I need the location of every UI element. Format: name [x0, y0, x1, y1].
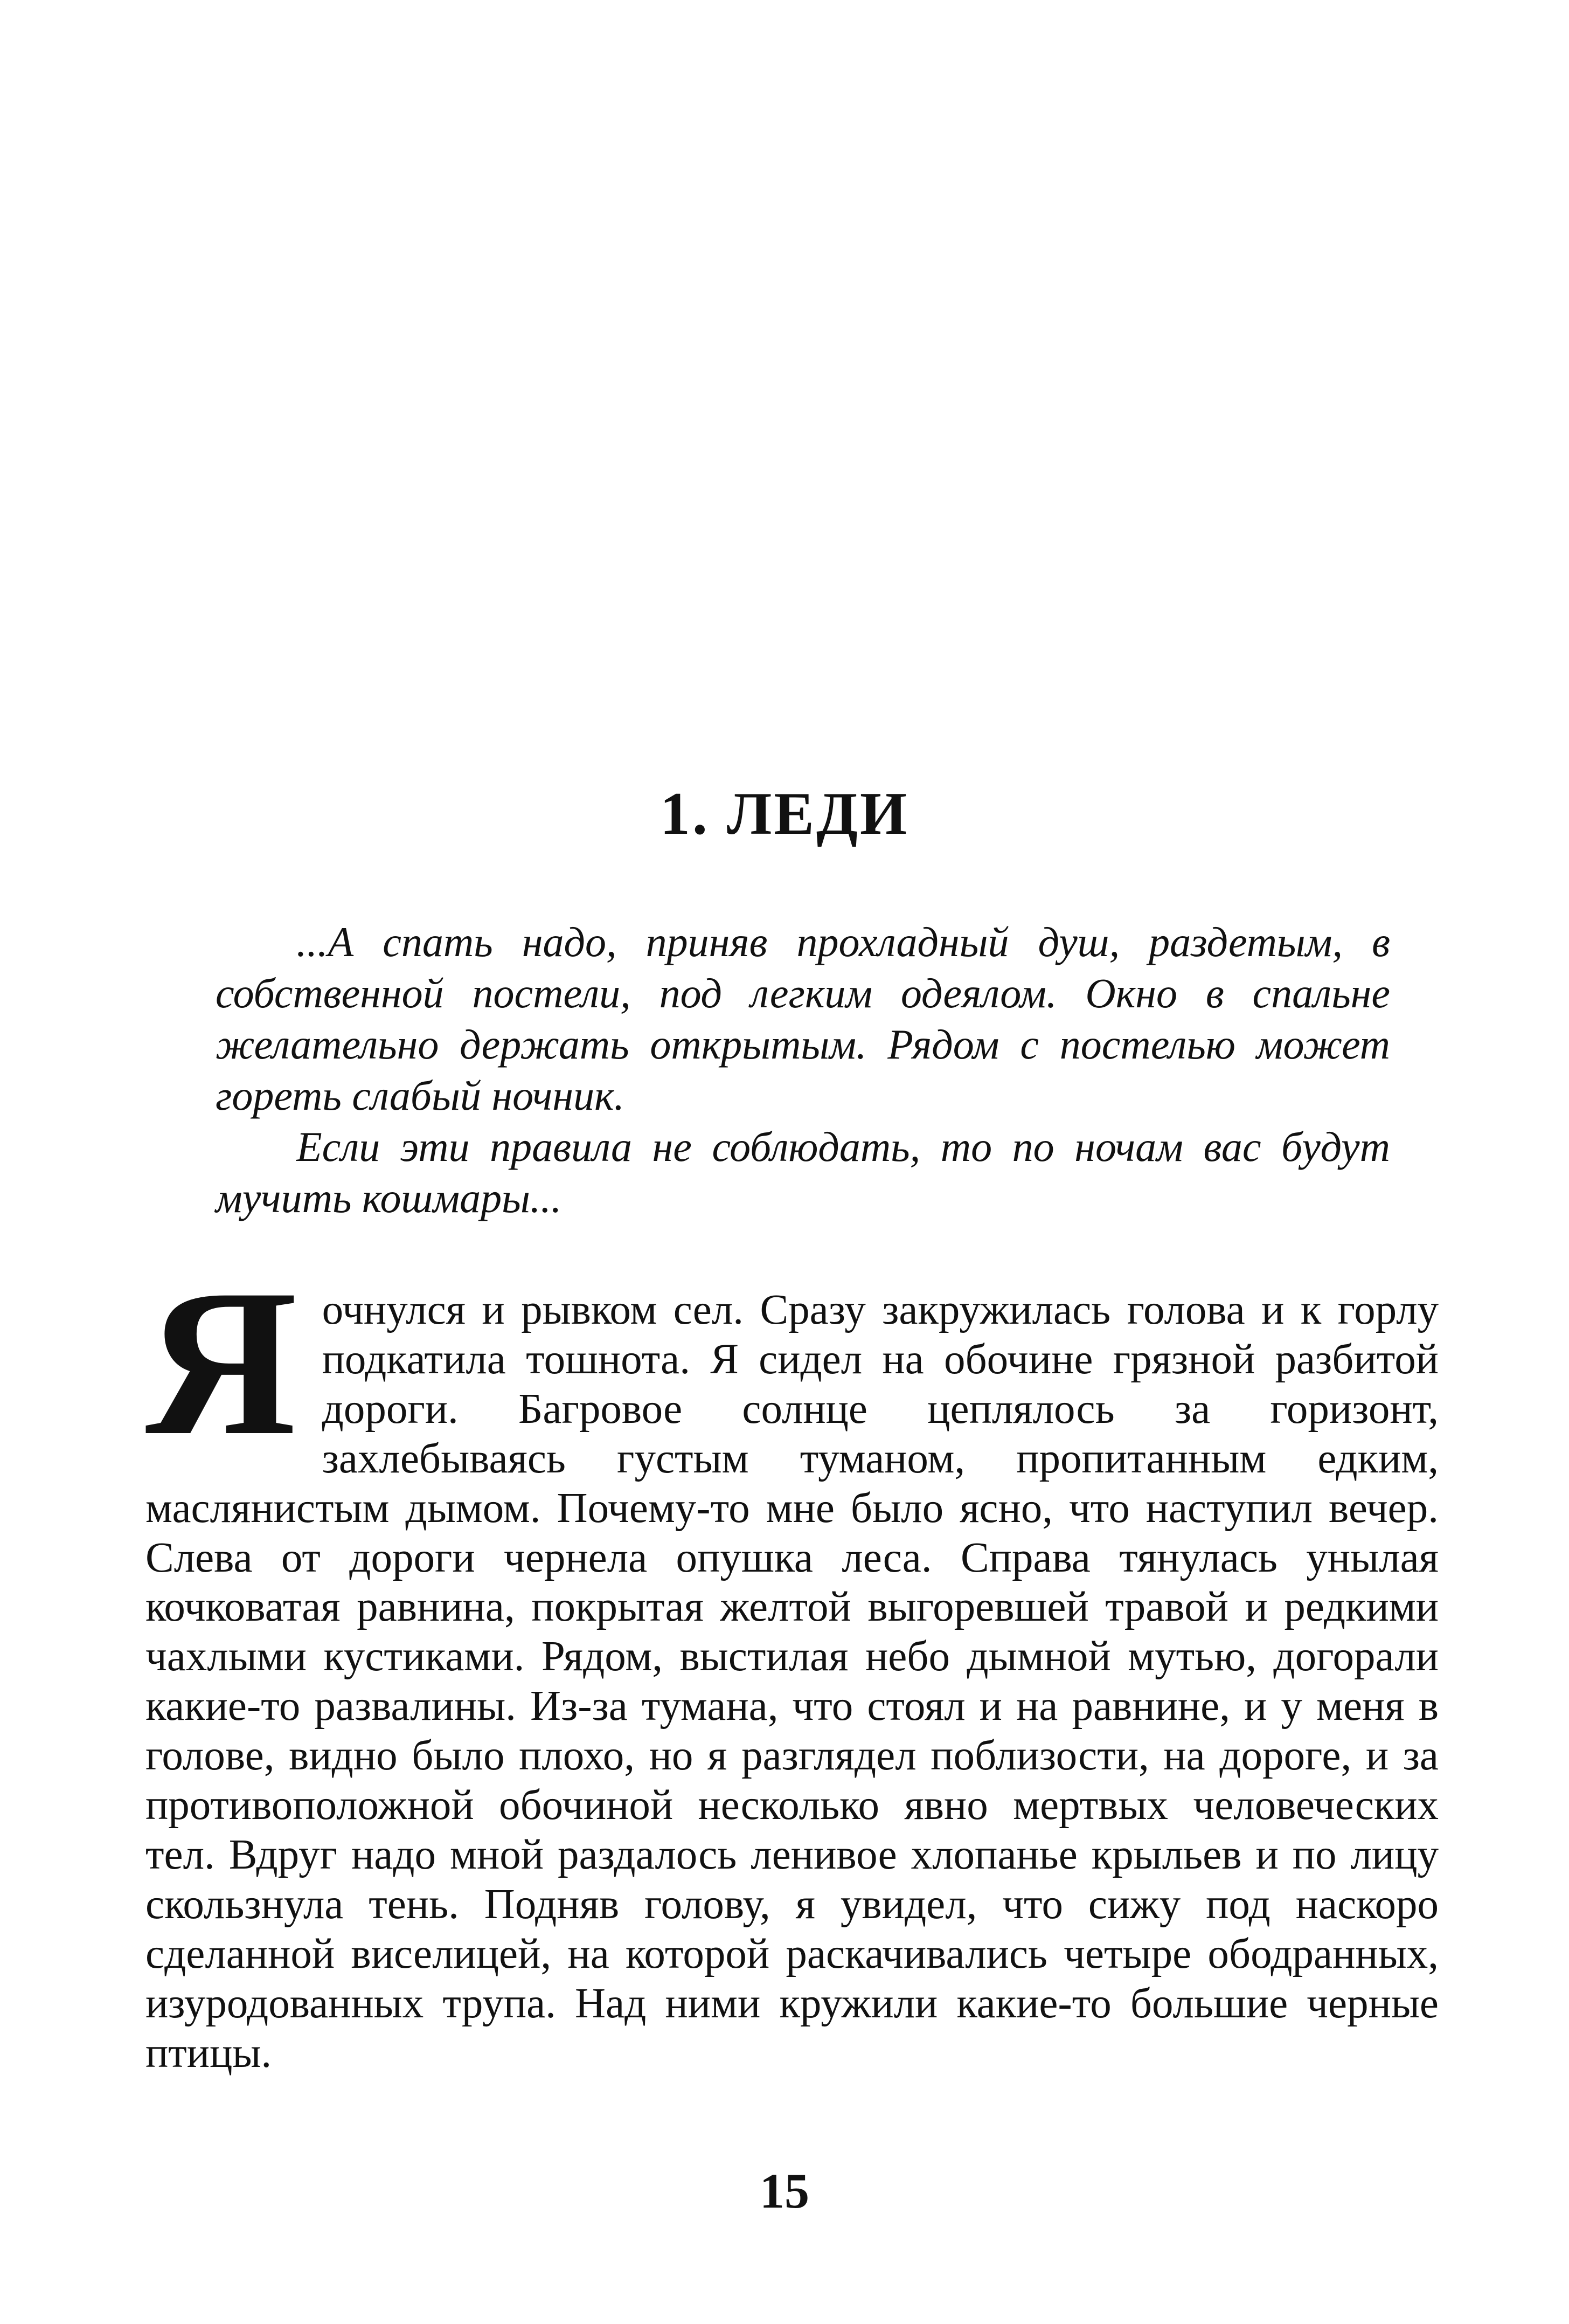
epigraph-paragraph: Если эти правила не соблюдать, то по ночам вас будут мучить кошмары... — [216, 1123, 1390, 1221]
body-paragraph — [145, 1246, 1439, 2078]
epigraph-paragraph: ...А спать надо, приняв прохладный душ, раздетым, в собственной постели, под легким одеялом. Окно в спальне желательно держать открытым. Рядом с постелью может гореть слабый ночник. — [216, 918, 1390, 1119]
drop-cap-letter: Я — [145, 1246, 297, 1479]
epigraph — [216, 916, 1390, 1223]
body-paragraph-text: очнулся и рывком сел. Сразу закружилась голова и к горлу подкатила тошнота. Я сидел на обочине грязной разбитой дороги. Багровое солнце цеплялось за горизонт, захлебываясь густым туманом, пропитанным едким, маслянистым дымом. Почему-то мне было ясно, что наступил вечер. Слева от дороги чернела опушка леса. Справа тянулась унылая кочковатая равнина, покрытая желтой выгоревшей травой и редкими чахлыми кустиками. Рядом, выстилая небо дымной мутью, догорали какие-то развалины. Из-за тумана, что стоял и на равнине, и у меня в голове, видно было плохо, но я разглядел поблизости, на дороге, и за противоположной обочиной несколько явно мертвых человеческих тел. Вдруг надо мной раздалось ленивое хлопанье крыльев и по лицу скользнула тень. Подняв голову, я увидел, что сижу под наскоро сделанной виселицей, на которой раскачивались четыре ободранных, изуродованных трупа. Над ними кружили какие-то большие черные птицы. — [145, 1286, 1439, 2077]
chapter-title: 1. ЛЕДИ — [659, 780, 910, 847]
body-text — [145, 1246, 1439, 2078]
page-number: 15 — [760, 2163, 809, 2218]
